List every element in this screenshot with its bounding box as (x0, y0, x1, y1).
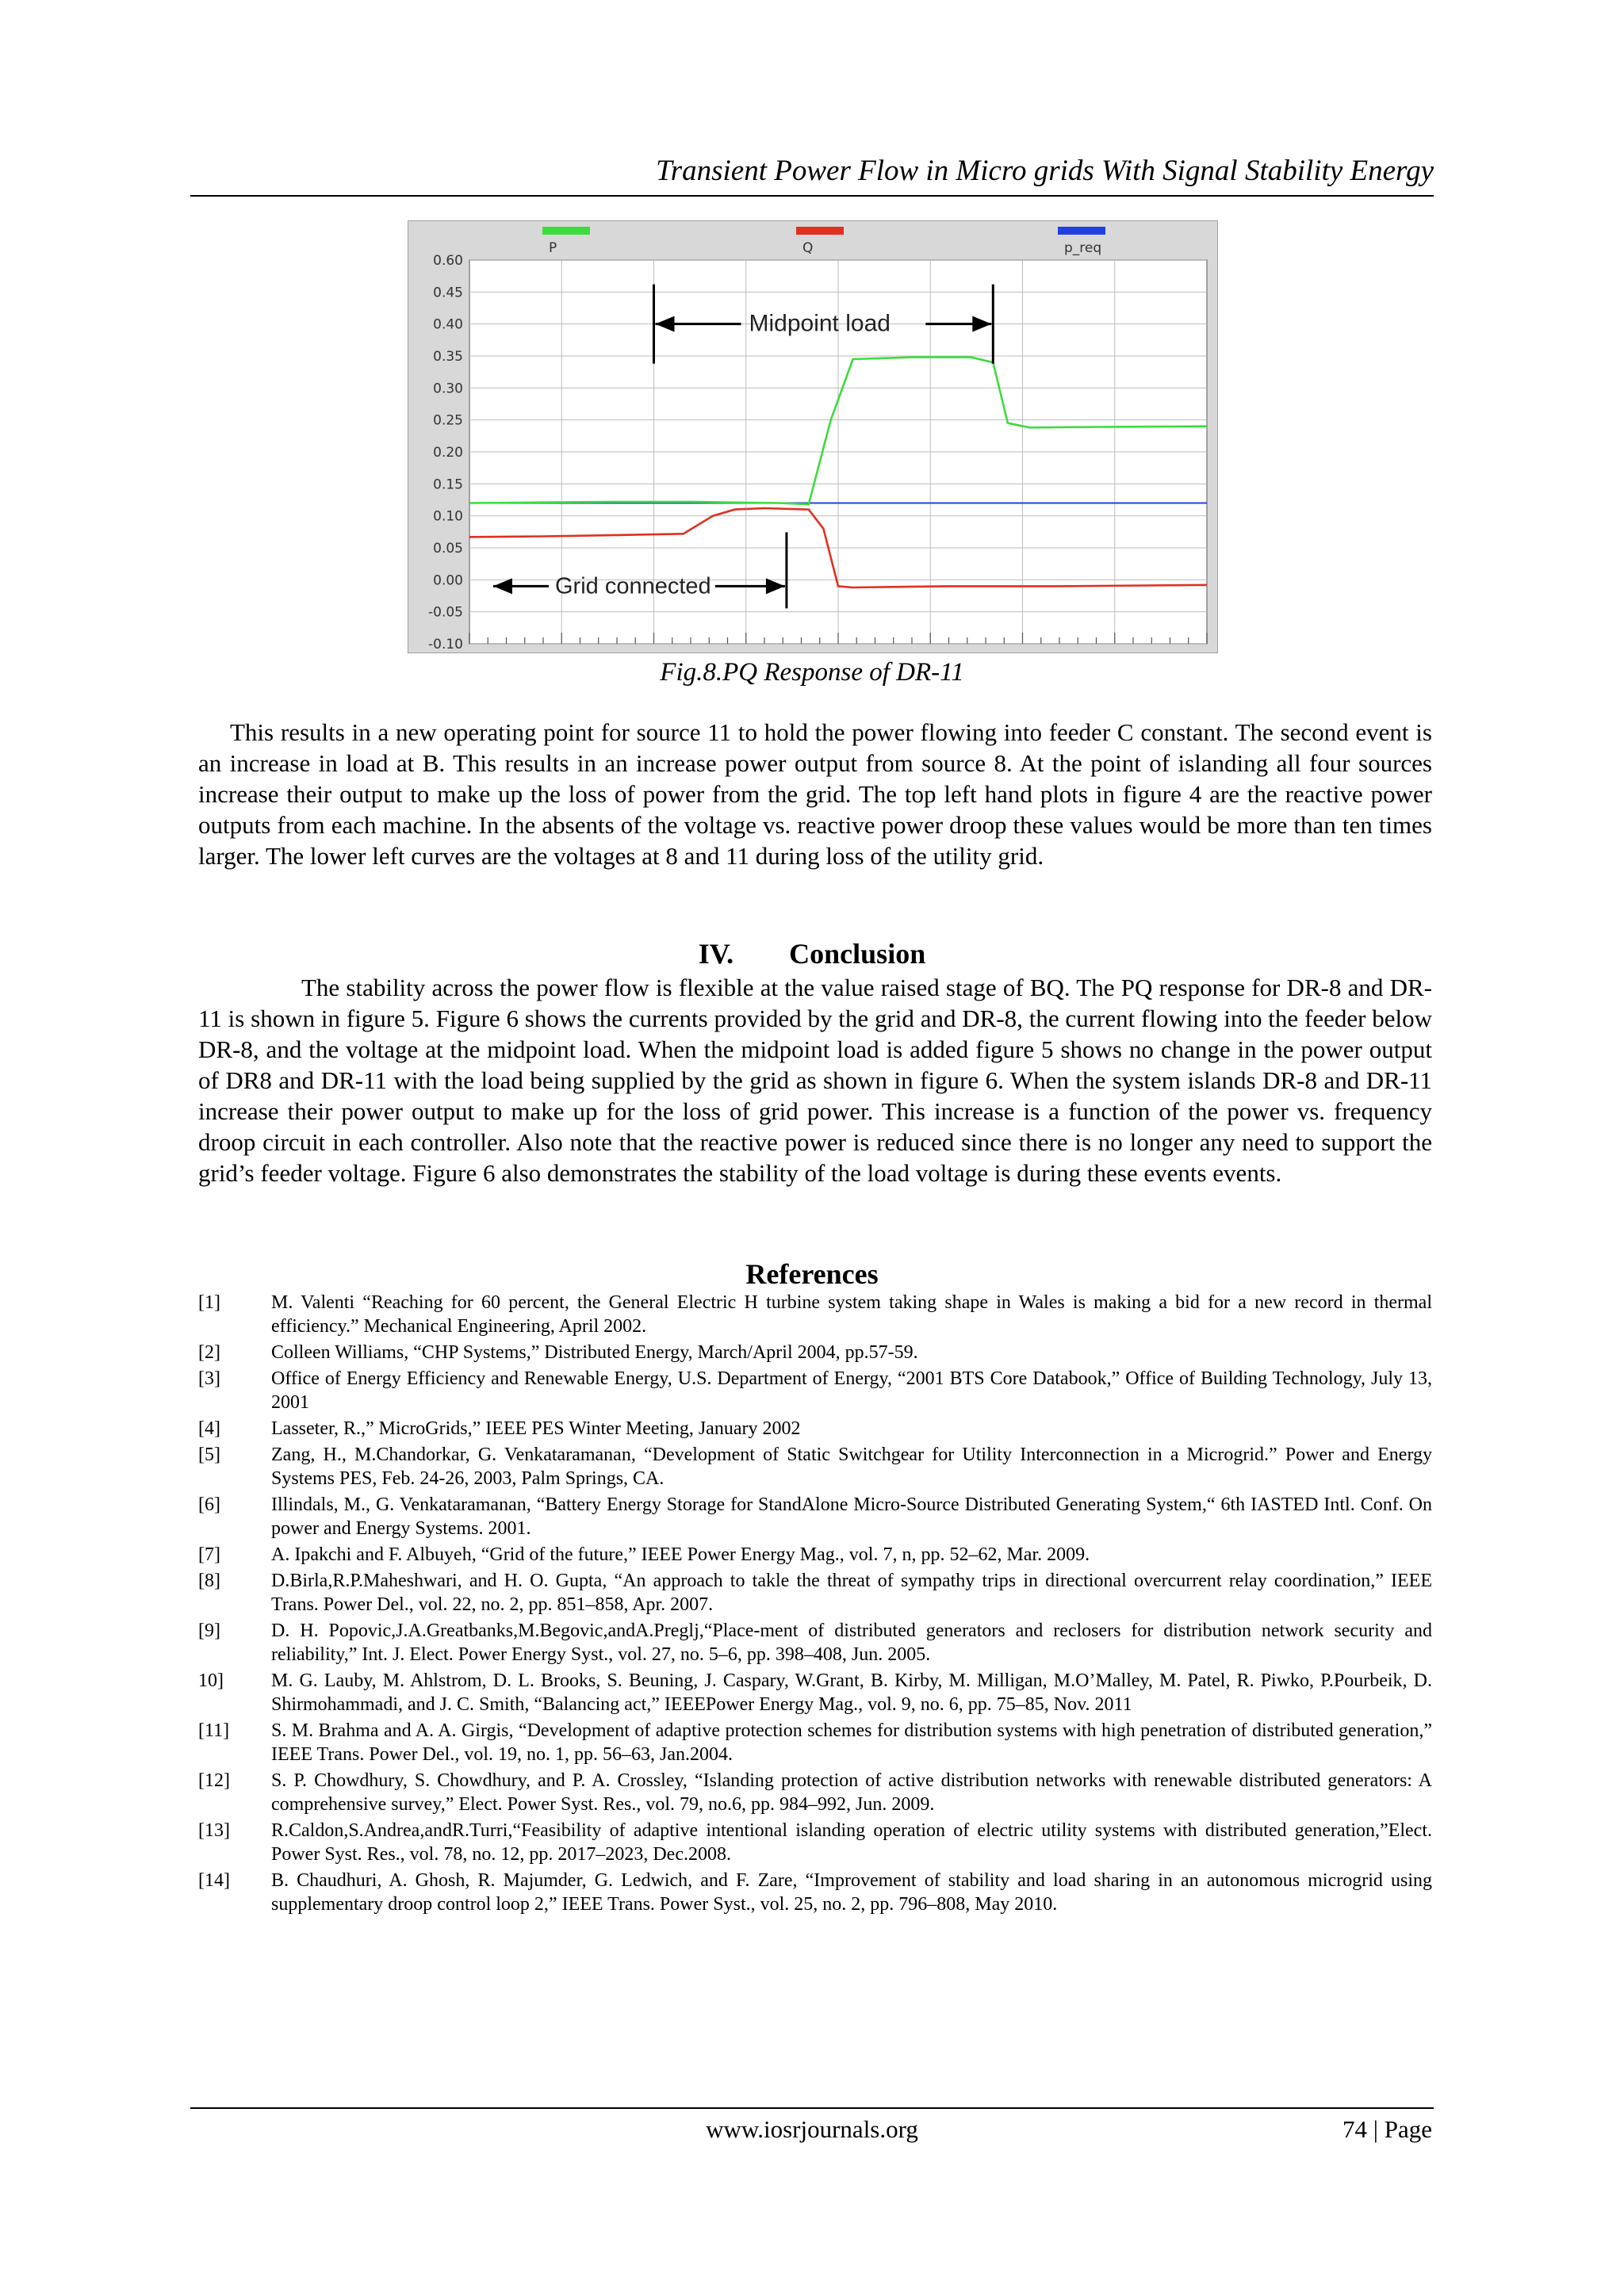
section-heading (190, 936, 1434, 972)
y-tick-label: 0.40 (433, 316, 463, 333)
reference-text: S. P. Chowdhury, S. Chowdhury, and P. A. Crossley, “Islanding protection of active distribution networks with renewable distributed generators: A comprehensive survey,” Elect. Power Syst. Res., vol. 79, no.6, pp. 984–992, Jun. 2009. (271, 1770, 1432, 1815)
reference-number: [12] (198, 1770, 230, 1791)
reference-item (198, 1669, 1432, 1716)
y-tick-label: 0.35 (433, 349, 463, 365)
y-tick-label: 0.00 (433, 572, 463, 589)
reference-item (198, 1619, 1432, 1667)
pq-response-chart (408, 220, 1218, 653)
reference-number: [7] (198, 1544, 220, 1565)
y-tick-label: 0.25 (433, 412, 463, 429)
reference-number: 10] (198, 1670, 224, 1691)
y-tick-label: 0.05 (433, 541, 463, 557)
reference-text: Office of Energy Efficiency and Renewable Energy, U.S. Department of Energy, “2001 BTS Core Databook,” Office of Building Technology, July 13, 2001 (271, 1368, 1432, 1413)
running-header: Transient Power Flow in Micro grids With Signal Stability Energy (656, 155, 1434, 187)
reference-text: S. M. Brahma and A. A. Girgis, “Development of adaptive protection schemes for distribution systems with high penetration of distributed generation,” IEEE Trans. Power Del., vol. 19, no. 1, pp. 56–63, Jan.2004. (271, 1720, 1432, 1765)
body-paragraph-1: This results in a new operating point for source 11 to hold the power flowing into feeder C constant. The second event is an increase in load at B. This results in an increase power output from source 8. At the point of islanding all four sources increase their output to make up the loss of power from the grid. The top left hand plots in figure 4 are the reactive power outputs from each machine. In the absents of the voltage vs. reactive power droop these values would be more than ten times larger. The lower left curves are the voltages at 8 and 11 during loss of the utility grid. (198, 718, 1432, 870)
references-heading: References (745, 1258, 879, 1290)
reference-text: B. Chaudhuri, A. Ghosh, R. Majumder, G. Ledwich, and F. Zare, “Improvement of stability and load sharing in an autonomous microgrid using supplementary droop control loop 2,” IEEE Trans. Power Syst., vol. 25, no. 2, pp. 796–808, May 2010. (271, 1870, 1432, 1915)
reference-number: [5] (198, 1445, 220, 1465)
reference-item (198, 1819, 1432, 1866)
reference-number: [4] (198, 1418, 220, 1439)
y-tick-label: 0.60 (433, 253, 463, 269)
reference-item (198, 1341, 1432, 1364)
reference-number: [2] (198, 1342, 220, 1363)
legend-label: Q (802, 240, 814, 256)
footer-page-number: 74 | Page (1342, 2115, 1432, 2143)
reference-number: [11] (198, 1720, 230, 1741)
reference-number: [8] (198, 1571, 220, 1591)
figure-caption: Fig.8.PQ Response of DR-11 (660, 658, 964, 687)
reference-text: R.Caldon,S.Andrea,andR.Turri,“Feasibility of adaptive intentional islanding operation of electric utility systems with distributed generation,”Elect. Power Syst. Res., vol. 78, no. 12, pp. 2017–2023, Dec.2008. (271, 1820, 1432, 1865)
y-tick-label: 0.45 (433, 285, 463, 301)
reference-item (198, 1869, 1432, 1916)
references-list (198, 1291, 1432, 1919)
reference-number: [3] (198, 1368, 220, 1389)
reference-number: [13] (198, 1820, 230, 1841)
section-number: IV. (698, 938, 734, 970)
body-paragraph-2: The stability across the power flow is flexible at the value raised stage of BQ. The PQ response for DR-8 and DR-11 is shown in figure 5. Figure 6 shows the currents provided by the grid and DR-8, the current flowing into the feeder below DR-8, and the voltage at the midpoint load. When the midpoint load is added figure 5 shows no change in the power output of DR8 and DR-11 with the load being supplied by the grid as shown in figure 6. When the system islands DR-8 and DR-11 increase their power output to make up for the loss of grid power. This increase is a function of the power vs. frequency droop circuit in each controller. Also note that the reactive power is reduced since there is no longer any need to support the grid’s feeder voltage. Figure 6 also demonstrates the stability of the load voltage is during these events events. (198, 974, 1432, 1187)
reference-item (198, 1291, 1432, 1338)
reference-item (198, 1493, 1432, 1540)
legend-label: p_req (1064, 240, 1102, 256)
legend-label: P (549, 240, 557, 256)
reference-item (198, 1443, 1432, 1490)
pq-response-figure (408, 220, 1218, 653)
legend-swatch (542, 227, 590, 235)
y-tick-label: 0.15 (433, 476, 463, 493)
reference-item (198, 1543, 1432, 1567)
footer-url: www.iosrjournals.org (706, 2115, 918, 2143)
reference-text: Illindals, M., G. Venkataramanan, “Battery Energy Storage for StandAlone Micro-Source Distributed Generating System,“ 6th IASTED Intl. Conf. On power and Energy Systems. 2001. (271, 1494, 1432, 1539)
midpoint-load-label: Midpoint load (749, 310, 891, 337)
footer-rule (190, 2107, 1434, 2109)
reference-text: Colleen Williams, “CHP Systems,” Distributed Energy, March/April 2004, pp.57-59. (271, 1342, 918, 1363)
reference-item (198, 1417, 1432, 1441)
y-tick-label: -0.10 (428, 637, 463, 652)
y-tick-label: 0.30 (433, 381, 463, 397)
section-title: Conclusion (789, 938, 926, 970)
reference-text: D. H. Popovic,J.A.Greatbanks,M.Begovic,andA.Preglj,“Place-ment of distributed generators and reclosers for distribution network security and reliability,” Int. J. Elect. Power Energy Syst., vol. 27, no. 5–6, pp. 398–408, Jun. 2005. (271, 1621, 1432, 1665)
y-tick-label: 0.20 (433, 445, 463, 461)
y-tick-label: 0.10 (433, 508, 463, 525)
reference-text: M. Valenti “Reaching for 60 percent, the General Electric H turbine system taking shape in Wales is making a bid for a new record in thermal efficiency.” Mechanical Engineering, April 2002. (271, 1292, 1432, 1337)
reference-number: [1] (198, 1292, 220, 1313)
y-tick-label: -0.05 (428, 604, 463, 621)
legend-swatch (1058, 227, 1105, 235)
reference-item (198, 1367, 1432, 1414)
reference-number: [9] (198, 1621, 220, 1641)
reference-text: D.Birla,R.P.Maheshwari, and H. O. Gupta, “An approach to takle the threat of sympathy trips in directional overcurrent relay coordination,” IEEE Trans. Power Del., vol. 22, no. 2, pp. 851–858, Apr. 2007. (271, 1571, 1432, 1615)
reference-text: A. Ipakchi and F. Albuyeh, “Grid of the future,” IEEE Power Energy Mag., vol. 7, n, pp. 52–62, Mar. 2009. (271, 1544, 1090, 1565)
reference-item (198, 1569, 1432, 1617)
reference-number: [6] (198, 1494, 220, 1515)
reference-number: [14] (198, 1870, 230, 1891)
header-rule (190, 195, 1434, 197)
reference-item (198, 1769, 1432, 1816)
reference-text: M. G. Lauby, M. Ahlstrom, D. L. Brooks, S. Beuning, J. Caspary, W.Grant, B. Kirby, M. Milligan, M.O’Malley, M. Patel, R. Piwko, P.Pourbeik, D. Shirmohammadi, and J. C. Smith, “Balancing act,” IEEEPower Energy Mag., vol. 9, no. 6, pp. 75–85, Nov. 2011 (271, 1670, 1432, 1715)
reference-item (198, 1719, 1432, 1766)
grid-connected-label: Grid connected (555, 573, 711, 599)
reference-text: Zang, H., M.Chandorkar, G. Venkataramanan, “Development of Static Switchgear for Utility Interconnection in a Microgrid.” Power and Energy Systems PES, Feb. 24-26, 2003, Palm Springs, CA. (271, 1445, 1432, 1489)
legend-swatch (796, 227, 844, 235)
reference-text: Lasseter, R.,” MicroGrids,” IEEE PES Winter Meeting, January 2002 (271, 1418, 801, 1439)
